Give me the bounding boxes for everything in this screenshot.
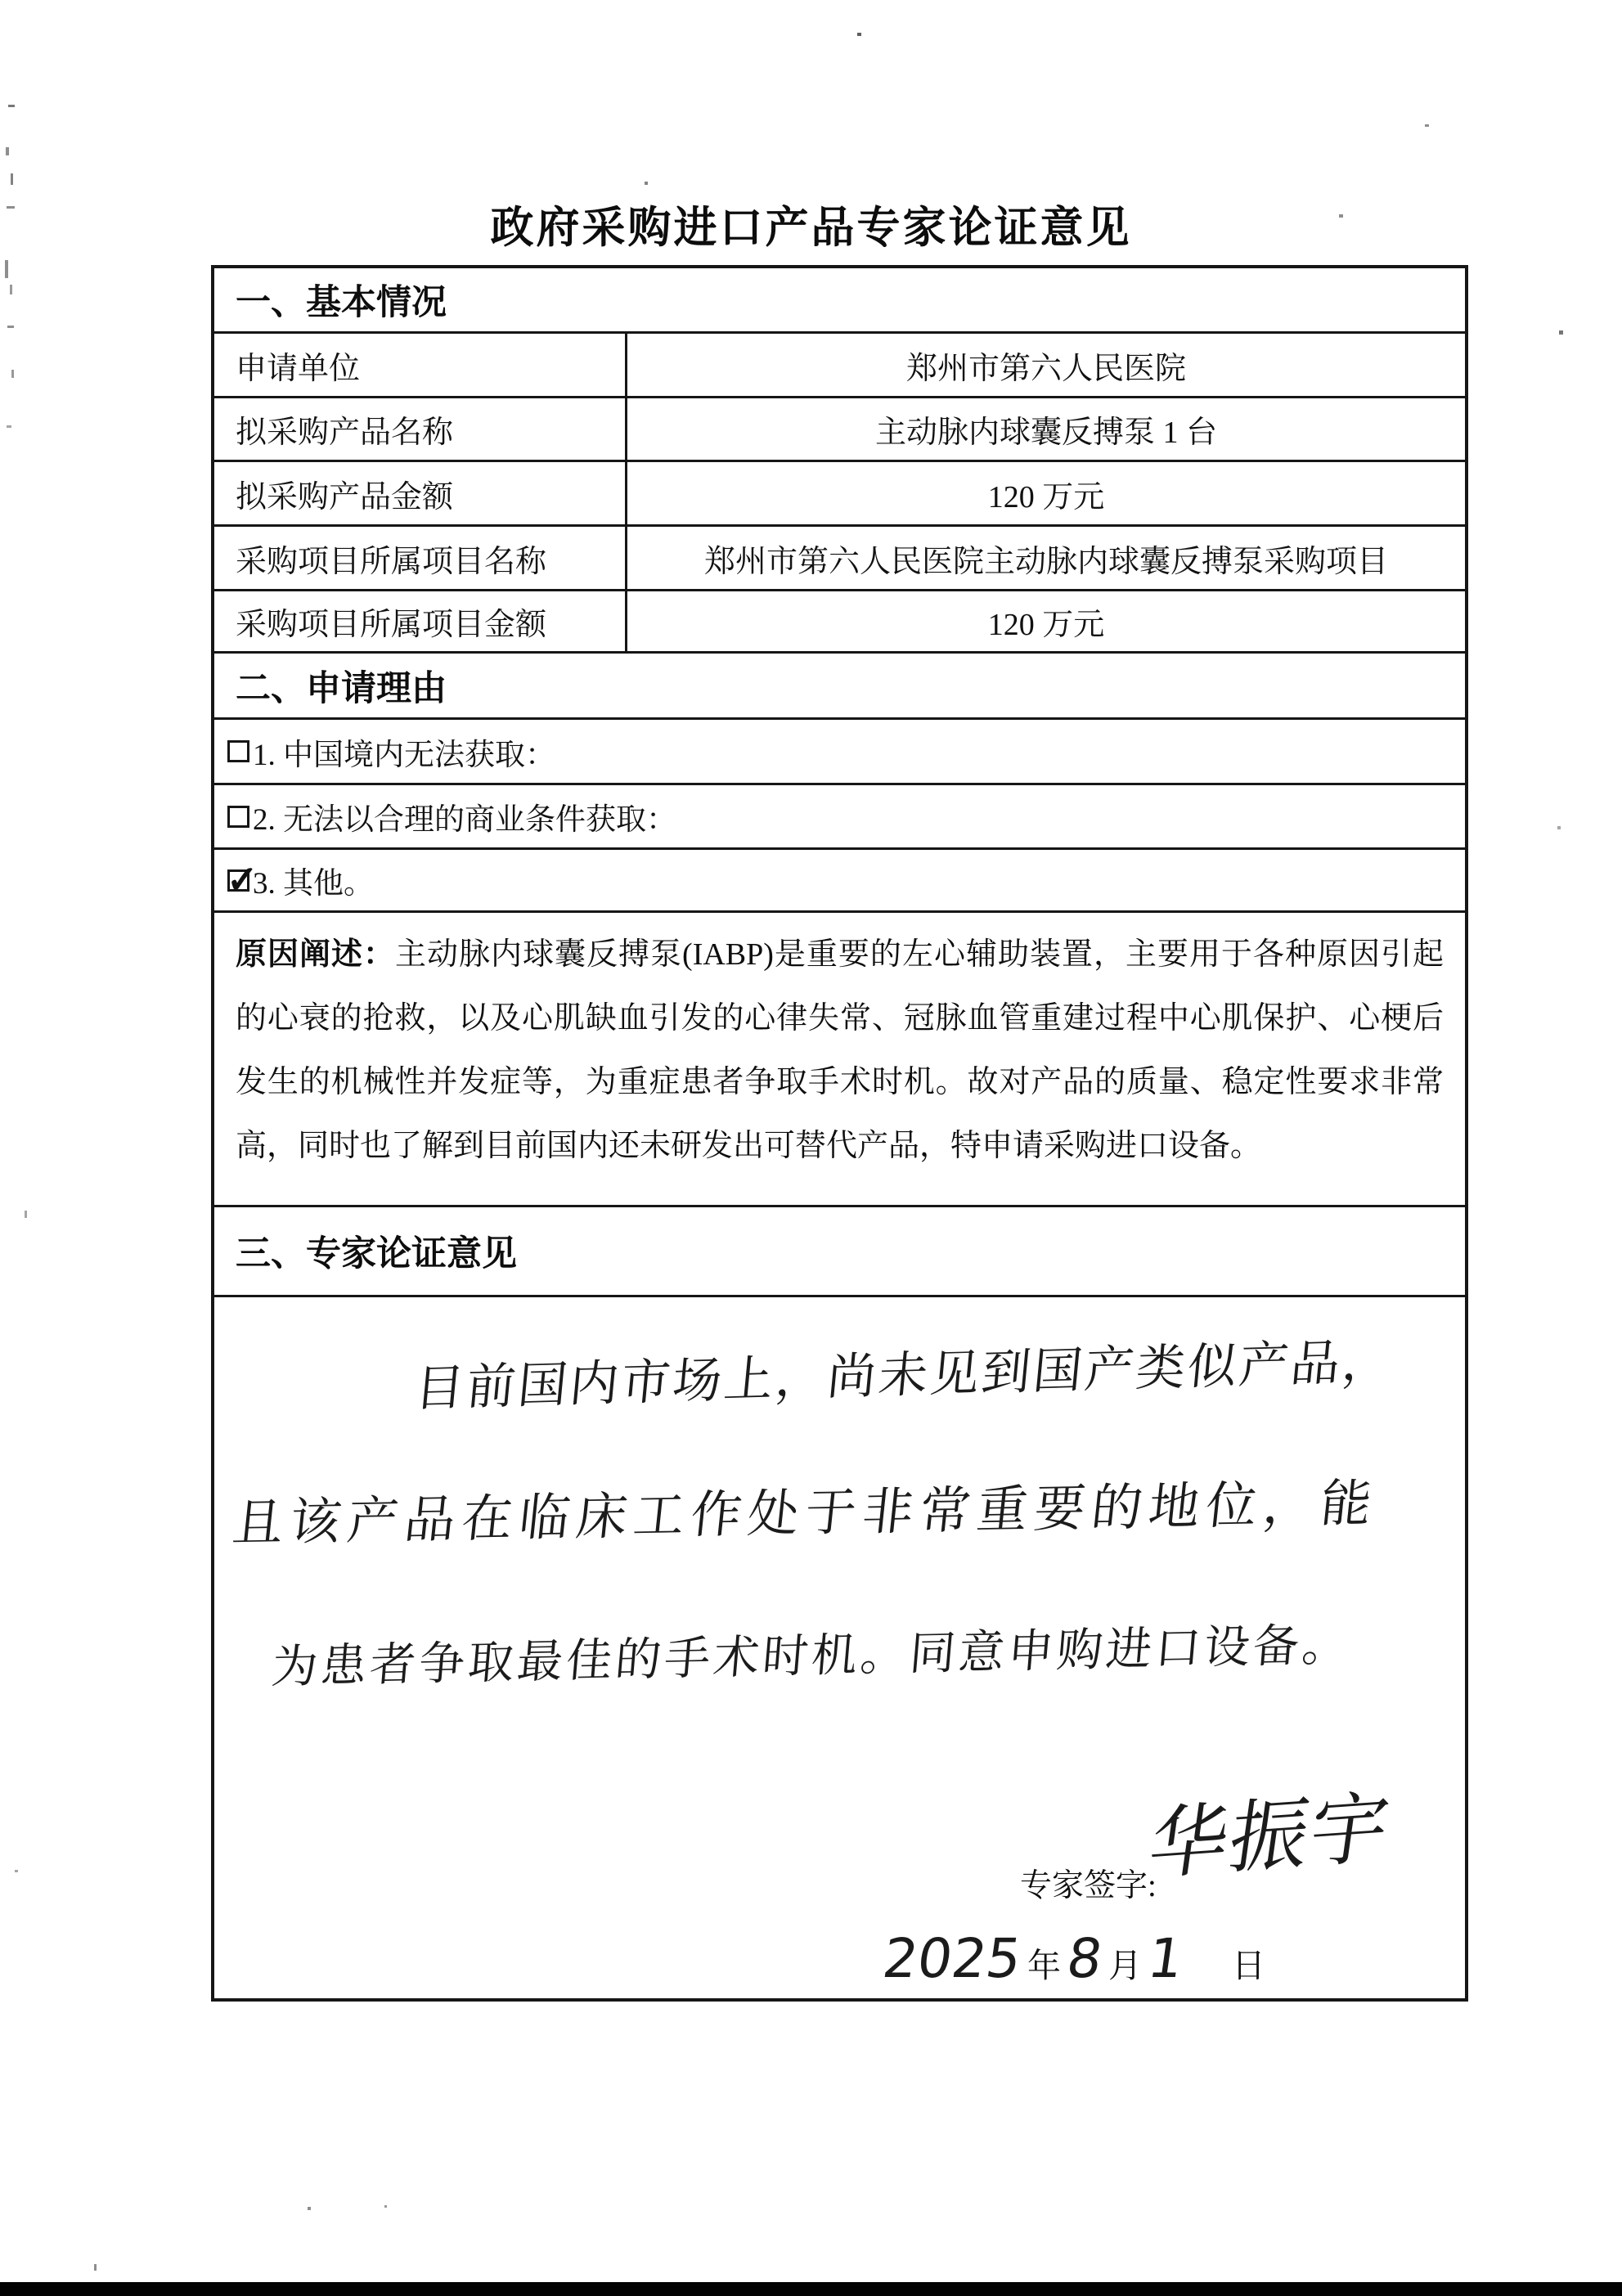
scan-speckle xyxy=(94,2264,97,2271)
expert-signature-handwritten: 华振宇 xyxy=(1143,1781,1397,1891)
reason-item-2-label: 2. 无法以合理的商业条件获取： xyxy=(253,803,676,837)
section-heading-reasons-label: 二、申请理由 xyxy=(236,668,447,708)
reason-statement-text: 主动脉内球囊反搏泵(IABP)是重要的左心辅助装置，主要用于各种原因引起的心衰的抢救，以及心肌缺血引发的心律失常、冠脉血管重建过程中心肌保护、心梗后发生的机械性并发症等，为重症患者争取手术时机。故对产品的质量、稳定性要求非常高，同时也了解到目前国内还未研发出可替代产品，特申请采购进口设备。 xyxy=(236,937,1444,1163)
date-day-suffix: 日 xyxy=(1231,1947,1265,1984)
checkbox-icon-reason-3-checked xyxy=(227,869,249,892)
scan-speckle xyxy=(11,173,13,185)
date-year-handwritten: 2025 xyxy=(878,1927,1026,1990)
product-amount-value: 120 万元 xyxy=(987,479,1105,514)
checkbox-icon-reason-1 xyxy=(227,740,249,762)
handwritten-opinion-line-1: 目前国内市场上，尚未见到国产类似产品， xyxy=(412,1332,1397,1418)
scan-speckle xyxy=(645,182,648,185)
opinion-box xyxy=(214,1297,1465,1998)
project-name-value: 郑州市第六人民医院主动脉内球囊反搏泵采购项目 xyxy=(703,544,1388,579)
scan-speckle xyxy=(308,2207,311,2210)
handwritten-opinion-line-2: 且该产品在临床工作处于非常重要的地位，能 xyxy=(229,1472,1382,1553)
reason-item-1-label: 1. 中国境内无法获取： xyxy=(253,738,555,772)
scan-speckle xyxy=(10,285,12,294)
product-name-label: 拟采购产品名称 xyxy=(214,398,627,460)
scan-bottom-bar xyxy=(0,2282,1622,2296)
section-heading-basic xyxy=(214,268,1465,334)
opinion-cell xyxy=(214,1297,1465,1998)
row-applicant-unit xyxy=(214,334,1465,398)
row-product-amount xyxy=(214,462,1465,527)
row-product-name xyxy=(214,398,1465,462)
date-day-handwritten: 1 xyxy=(1143,1927,1188,1990)
scan-speckle xyxy=(1425,124,1429,127)
row-project-name xyxy=(214,527,1465,591)
scan-speckle xyxy=(7,425,11,428)
reason-item-3 xyxy=(214,850,1465,913)
scan-speckle xyxy=(1557,826,1561,829)
expert-signature-label: 专家签字: xyxy=(1020,1868,1157,1903)
scan-speckle xyxy=(11,370,14,378)
scan-speckle xyxy=(1559,330,1563,335)
form-table xyxy=(211,265,1468,2002)
checkbox-icon-reason-2 xyxy=(227,806,249,828)
scan-speckle xyxy=(857,33,861,36)
scan-speckle xyxy=(25,1211,27,1218)
scan-speckle xyxy=(8,105,15,107)
scan-speckle xyxy=(384,2205,387,2208)
scan-speckle xyxy=(7,206,15,209)
section-heading-opinion-label: 三、专家论证意见 xyxy=(236,1234,517,1274)
section-heading-opinion xyxy=(214,1207,1465,1297)
section-heading-reasons xyxy=(214,654,1465,720)
scan-speckle xyxy=(6,147,9,155)
project-name-label: 采购项目所属项目名称 xyxy=(214,527,627,589)
reason-statement-row xyxy=(214,913,1465,1207)
product-amount-label: 拟采购产品金额 xyxy=(214,462,627,524)
reason-item-2 xyxy=(214,785,1465,850)
product-name-value: 主动脉内球囊反搏泵 1 台 xyxy=(874,416,1217,450)
reason-statement xyxy=(236,923,1444,1178)
reason-item-3-label: 3. 其他。 xyxy=(253,867,374,901)
applicant-unit-value: 郑州市第六人民医院 xyxy=(905,351,1186,386)
scan-speckle xyxy=(5,260,8,278)
reason-item-1 xyxy=(214,720,1465,785)
handwritten-opinion-line-3: 为患者争取最佳的手术时机。同意申购进口设备。 xyxy=(269,1618,1354,1695)
document-title: 政府采购进口产品专家论证意见 xyxy=(490,204,1132,252)
opinion-date xyxy=(878,1927,1272,1990)
section-heading-basic-label: 一、基本情况 xyxy=(236,283,447,322)
row-project-amount xyxy=(214,591,1465,654)
scan-speckle xyxy=(15,1870,18,1872)
date-month-handwritten: 8 xyxy=(1063,1927,1107,1990)
project-amount-value: 120 万元 xyxy=(987,608,1105,642)
project-amount-label: 采购项目所属项目金额 xyxy=(214,591,627,651)
applicant-unit-label: 申请单位 xyxy=(214,334,627,396)
date-year-suffix: 年 xyxy=(1027,1947,1061,1984)
date-month-suffix: 月 xyxy=(1108,1947,1142,1984)
scan-speckle xyxy=(1339,214,1343,218)
reason-statement-label: 原因阐述： xyxy=(236,937,396,972)
scan-speckle xyxy=(7,326,14,328)
